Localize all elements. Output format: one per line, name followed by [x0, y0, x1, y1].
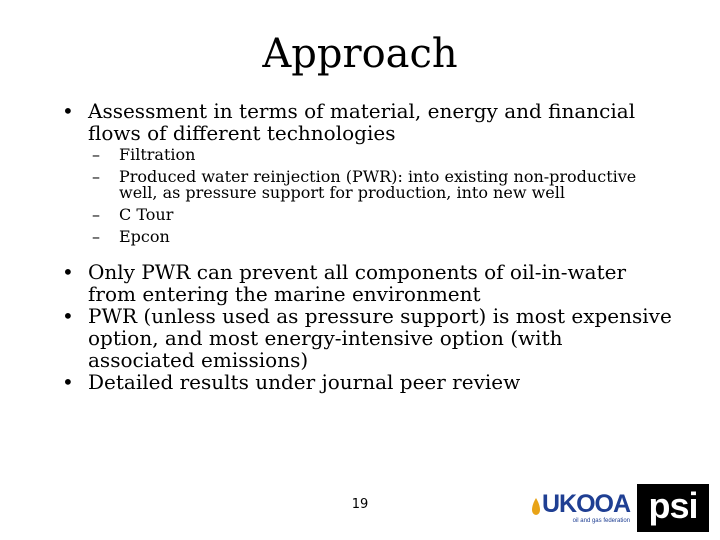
oil-drop-icon	[532, 498, 540, 516]
dash-icon: –	[92, 145, 100, 164]
bullet-icon: •	[62, 260, 74, 284]
dash-icon: –	[92, 167, 100, 186]
bullet-list	[62, 100, 672, 393]
bullet-text: Detailed results under journal peer review	[88, 370, 521, 394]
sub-bullet-item	[62, 229, 672, 245]
dash-icon: –	[92, 205, 100, 224]
bullet-icon: •	[62, 304, 74, 328]
page-number: 19	[351, 497, 369, 512]
sub-bullet-item	[62, 169, 672, 201]
bullet-text: PWR (unless used as pressure support) is most expensive option, and most energy-intensive option (with associated emissions)	[88, 304, 672, 372]
bullet-icon: •	[62, 370, 74, 394]
sub-bullet-text: Filtration	[119, 145, 196, 164]
bullet-item	[62, 261, 672, 305]
dash-icon: –	[92, 227, 100, 246]
sub-bullet-text: C Tour	[119, 205, 174, 224]
slide-title: Approach	[262, 31, 458, 77]
sub-bullet-list	[62, 147, 672, 245]
sub-bullet-text: Produced water reinjection (PWR): into existing non-productive well, as pressure support for production, into new well	[119, 167, 637, 202]
bullet-item	[62, 100, 672, 144]
bullet-item	[62, 371, 672, 393]
bullet-text: Assessment in terms of material, energy and financial flows of different technologies	[88, 99, 636, 145]
sub-bullet-item	[62, 207, 672, 223]
bullet-text: Only PWR can prevent all components of oil-in-water from entering the marine environment	[88, 260, 627, 306]
ukooa-wordmark: UKOOA	[542, 490, 631, 518]
psi-logo: psi	[637, 484, 709, 532]
ukooa-tagline: oil and gas federation	[572, 518, 630, 524]
ukooa-logo	[532, 492, 634, 526]
bullet-item	[62, 305, 672, 371]
bullet-icon: •	[62, 99, 74, 123]
sub-bullet-item	[62, 147, 672, 163]
sub-bullet-text: Epcon	[119, 227, 170, 246]
